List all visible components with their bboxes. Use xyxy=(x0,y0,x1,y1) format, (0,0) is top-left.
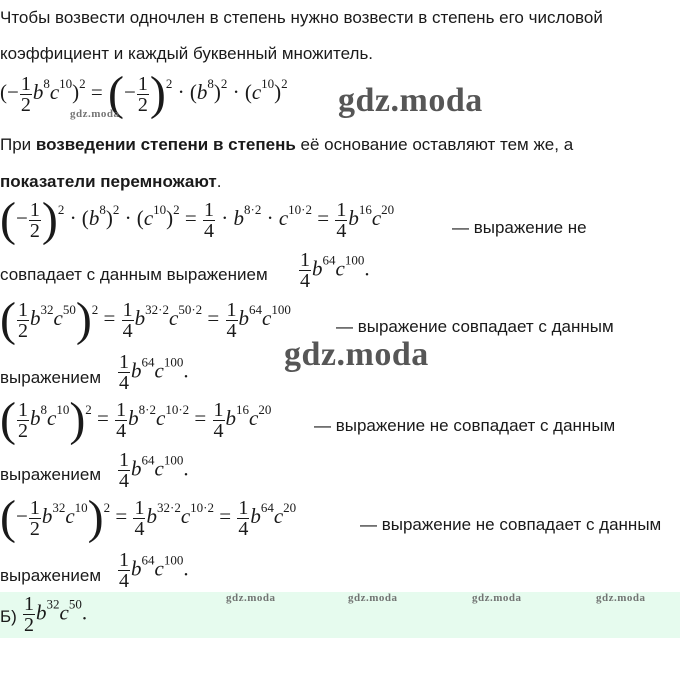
formula-case-3-target: $\frac{1}{4}$ $b^{64}c^{100}$. xyxy=(119,449,189,492)
rule-mid: её основание оставляют тем же, а xyxy=(295,135,574,154)
watermark-small: gdz.moda xyxy=(70,108,120,120)
rule-line-2 xyxy=(0,172,221,192)
intro-line-2: коэффициент и каждый буквенный множитель. xyxy=(0,44,374,63)
watermark: gdz.moda xyxy=(338,82,483,119)
rule-bold-2: показатели перемножают xyxy=(0,172,217,191)
formula-case-4-target: $\frac{1}{4}$ $b^{64}c^{100}$. xyxy=(119,549,189,592)
formula-case-1-target: $\frac{1}{4}$ $b^{64}c^{100}$. xyxy=(300,249,370,292)
formula-case-4: (− $\frac{1}{2}$ $b^{32}c^{10})^2$ = $\frac{1}{4}$ $b^{32\cdot 2}c^{10\cdot 2}$ = $\frac{1}{4}$ $b^{64}c^{20}$ xyxy=(0,491,297,544)
case-1-comment-2: совпадает с данным выражением xyxy=(0,265,268,284)
case-2-comment-2: выражением xyxy=(0,368,102,387)
case-3-comment-2: выражением xyxy=(0,465,102,484)
answer-box xyxy=(0,592,680,638)
rule-pre: При xyxy=(0,135,36,154)
rule-post: . xyxy=(216,172,222,191)
rule-bold-1: возведении степени в степень xyxy=(35,135,296,154)
case-4-comment: — выражение не совпадает с данным xyxy=(360,515,662,534)
case-1-comment: — выражение не xyxy=(452,218,587,237)
formula-case-2-target: $\frac{1}{4}$ $b^{64}c^{100}$. xyxy=(119,351,189,394)
watermark-small: gdz.moda xyxy=(226,592,276,604)
intro-line-1: Чтобы возвести одночлен в степень нужно возвести в степень его числовой xyxy=(0,8,603,27)
answer-label: Б) xyxy=(0,607,17,626)
case-3-comment: — выражение не совпадает с данным xyxy=(314,416,616,435)
watermark-small: gdz.moda xyxy=(472,592,522,604)
watermark-small: gdz.moda xyxy=(348,592,398,604)
formula-case-3: ( $\frac{1}{2}$ $b^8c^{10})^2$ = $\frac{1}{4}$ $b^{8\cdot 2}c^{10\cdot 2}$ = $\frac{1}{4}$ $b^{16}c^{20}$ xyxy=(0,393,272,446)
case-2-comment: — выражение совпадает с данным xyxy=(336,317,614,336)
answer-formula: $\frac{1}{2}$ $b^{32}c^{50}$. xyxy=(24,593,88,636)
watermark: gdz.moda xyxy=(284,336,429,373)
watermark-small: gdz.moda xyxy=(596,592,646,604)
rule-line-1 xyxy=(0,135,573,155)
formula-case-1: (− $\frac{1}{2}$ )$^2 \cdot (b^8)^2 \cdot (c^{10})^2$ = $\frac{1}{4}$ · $b^{8\cdot 2} \cdot c^{10\cdot 2}$ = $\frac{1}{4}$ $b^{16}c^{20}$ xyxy=(0,193,395,246)
formula-case-2: ( $\frac{1}{2}$ $b^{32}c^{50})^2$ = $\frac{1}{4}$ $b^{32\cdot 2}c^{50\cdot 2}$ = $\frac{1}{4}$ $b^{64}c^{100}$ xyxy=(0,293,291,346)
formula-initial: (− $\frac{1}{2}$ $b^8c^{10})^2$ = (− $\frac{1}{2}$ )$^2 \cdot (b^8)^2 \cdot (c^{10})^2$ xyxy=(0,67,288,120)
case-4-comment-2: выражением xyxy=(0,566,102,585)
